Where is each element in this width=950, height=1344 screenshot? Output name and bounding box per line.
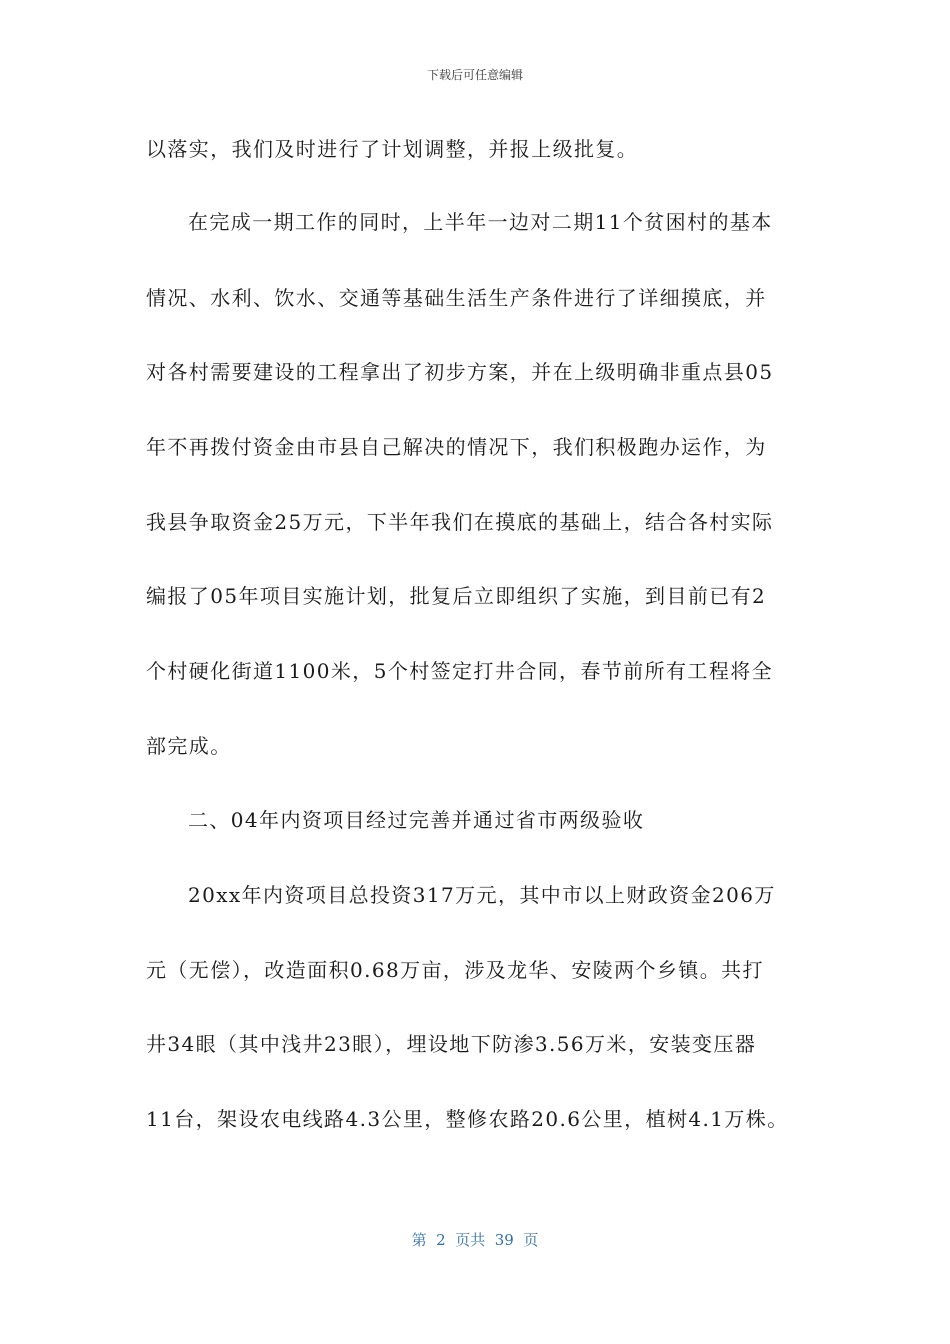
text-line: 我县争取资金25万元，下半年我们在摸底的基础上，结合各村实际 <box>146 510 774 534</box>
text-line: 情况、水利、饮水、交通等基础生活生产条件进行了详细摸底，并 <box>146 286 767 310</box>
paragraph-first-line: 在完成一期工作的同时，上半年一边对二期11个贫困村的基本 <box>188 210 773 234</box>
text-line: 元（无偿），改造面积0.68万亩，涉及龙华、安陵两个乡镇。共打 <box>146 958 764 982</box>
section-heading: 二、04年内资项目经过完善并通过省市两级验收 <box>188 808 645 832</box>
page-header-note: 下载后可任意编辑 <box>426 68 523 82</box>
paragraph-first-line: 20xx年内资项目总投资317万元，其中市以上财政资金206万 <box>188 883 776 907</box>
text-line: 以落实，我们及时进行了计划调整，并报上级批复。 <box>146 137 639 161</box>
text-line: 年不再拨付资金由市县自己解决的情况下，我们积极跑办运作，为 <box>146 435 767 459</box>
text-line: 部完成。 <box>146 734 232 758</box>
text-line: 井34眼（其中浅井23眼），埋设地下防渗3.56万米，安装变压器 <box>146 1032 757 1056</box>
page-number-footer: 第 2 页共 39 页 <box>411 1231 539 1249</box>
text-line: 对各村需要建设的工程拿出了初步方案，并在上级明确非重点县05 <box>146 360 774 384</box>
text-line: 编报了05年项目实施计划，批复后立即组织了实施，到目前已有2 <box>146 584 767 608</box>
text-line: 个村硬化街道1100米，5个村签定打井合同，春节前所有工程将全 <box>146 659 774 683</box>
text-line: 11台，架设农电线路4.3公里，整修农路20.6公里，植树4.1万株。 <box>146 1107 789 1131</box>
